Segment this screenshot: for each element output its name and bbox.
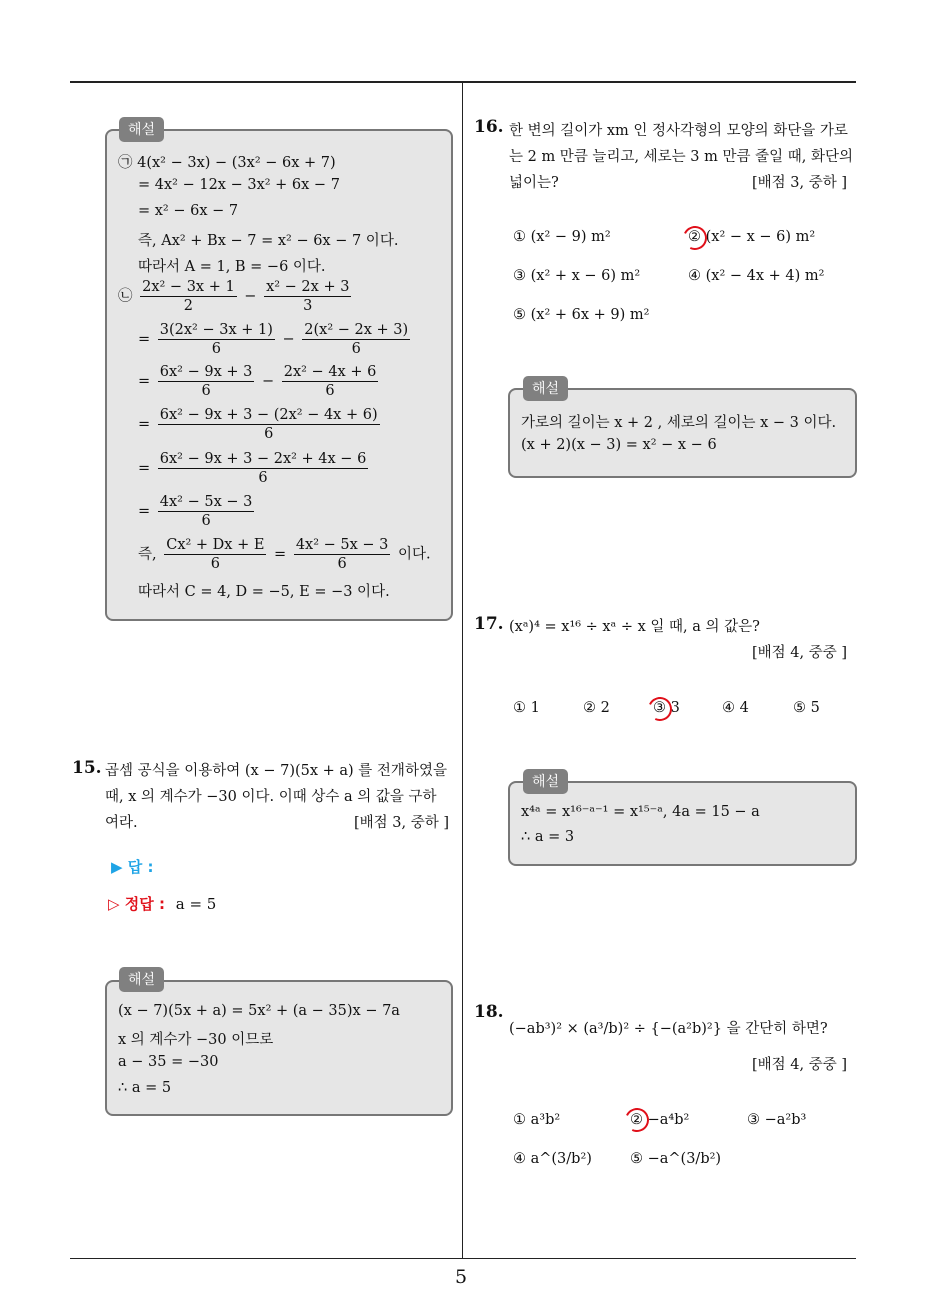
sol-line-fractions: = $\frac{\text{6x² − 9x + 3 − 2x² + 4x − 6}}{6}$: [138, 451, 367, 486]
sol-line-fractions: ㉡ $\frac{\text{2x² − 3x + 1}}{2}$ − $\frac{\text{x² − 2x + 3}}{3}$: [118, 279, 350, 314]
solution-tag: 해설: [523, 376, 568, 401]
sol-line-fractions: 즉, $\frac{\text{Cx² + Dx + E}}{6}$ = $\frac{\text{4x² − 5x − 3}}{6}$ 이다.: [138, 537, 431, 572]
question-number: 16.: [474, 117, 504, 137]
option-1[interactable]: ① (x² − 9) m²: [513, 229, 611, 245]
sol-line: 따라서 C = 4, D = −5, E = −3 이다.: [138, 584, 390, 600]
points-label: [배점 3, 중하 ]: [752, 175, 848, 191]
sol-line: (x − 7)(5x + a) = 5x² + (a − 35)x − 7a: [118, 1003, 400, 1019]
answer-mark-icon: [622, 1105, 653, 1136]
points-label: [배점 4, 중중 ]: [752, 1057, 848, 1073]
answer-label: ▶ 답 :: [111, 858, 154, 876]
solution-tag: 해설: [119, 117, 164, 142]
option-3[interactable]: ③ (x² + x − 6) m²: [513, 268, 641, 284]
answer-mark-icon: [645, 694, 676, 725]
option-4[interactable]: ④ a^(3/b²): [513, 1151, 592, 1167]
page-number: 5: [455, 1266, 468, 1288]
sol-line: 따라서 A = 1, B = −6 이다.: [138, 259, 326, 275]
question-text: 한 변의 길이가 xm 인 정사각형의 모양의 화단을 가로: [509, 123, 848, 139]
question-text: 넓이는?: [509, 175, 559, 191]
option-3[interactable]: ③ −a²b³: [747, 1112, 807, 1128]
sol-line: 즉, Ax² + Bx − 7 = x² − 6x − 7 이다.: [138, 233, 399, 249]
correct-value: a = 5: [175, 895, 217, 913]
option-1[interactable]: ① 1: [513, 700, 540, 716]
fraction: $\frac{\text{2x² − 4x + 6}}{6}$: [283, 364, 377, 399]
question-number: 17.: [474, 614, 504, 634]
solution-box-q16: [508, 388, 857, 478]
option-4[interactable]: ④ 4: [722, 700, 749, 716]
sol-line: a − 35 = −30: [118, 1054, 219, 1070]
sol-line: = x² − 6x − 7: [138, 203, 239, 219]
fraction: $\frac{\text{6x² − 9x + 3}}{6}$: [159, 364, 253, 399]
sol-line-fractions: = $\frac{\text{6x² − 9x + 3}}{6}$ − $\frac{\text{2x² − 4x + 6}}{6}$: [138, 364, 377, 399]
sol-line-fractions: = $\frac{\text{6x² − 9x + 3 − (2x² − 4x + 6)}}{6}$: [138, 407, 378, 442]
answer-mark-icon: [680, 223, 711, 254]
sol-line: (x + 2)(x − 3) = x² − x − 6: [521, 437, 717, 453]
option-2[interactable]: ② −a⁴b²: [630, 1112, 690, 1128]
question-text: 여라.: [105, 815, 138, 831]
option-1[interactable]: ① a³b²: [513, 1112, 561, 1128]
sol-line: x⁴ᵃ = x¹⁶⁻ᵃ⁻¹ = x¹⁵⁻ᵃ, 4a = 15 − a: [521, 804, 760, 820]
fraction: $\frac{\text{3(2x² − 3x + 1)}}{6}$: [159, 322, 273, 357]
sol-line: ∴ a = 5: [118, 1080, 172, 1096]
correct-label: ▷ 정답 :: [108, 895, 165, 913]
question-text: (xᵃ)⁴ = x¹⁶ ÷ xᵃ ÷ x 일 때, a 의 값은?: [509, 619, 760, 635]
sol-line: x 의 계수가 −30 이므로: [118, 1032, 274, 1048]
top-rule: [70, 81, 856, 83]
solution-tag: 해설: [119, 967, 164, 992]
question-text: 때, x 의 계수가 −30 이다. 이때 상수 a 의 값을 구하: [105, 789, 437, 805]
sol-line-fractions: = $\frac{\text{4x² − 5x − 3}}{6}$: [138, 494, 253, 529]
bottom-rule: [70, 1258, 856, 1259]
fraction: $\frac{\text{4x² − 5x − 3}}{6}$: [159, 494, 253, 529]
fraction: $\frac{\text{2(x² − 2x + 3)}}{6}$: [304, 322, 409, 357]
option-4[interactable]: ④ (x² − 4x + 4) m²: [688, 268, 825, 284]
column-divider: [462, 83, 463, 1259]
fraction: $\frac{\text{4x² − 5x − 3}}{6}$: [295, 537, 389, 572]
points-label: [배점 4, 중중 ]: [752, 645, 848, 661]
question-number: 18.: [474, 1002, 504, 1022]
option-2[interactable]: ② 2: [583, 700, 610, 716]
fraction: $\frac{\text{2x² − 3x + 1}}{2}$: [142, 279, 235, 314]
question-text: (−ab³)² × (a³/b)² ÷ {−(a²b)²} 을 간단히 하면?: [509, 1021, 828, 1037]
solution-tag: 해설: [523, 769, 568, 794]
points-label: [배점 3, 중하 ]: [354, 815, 450, 831]
option-5[interactable]: ⑤ (x² + 6x + 9) m²: [513, 307, 650, 323]
fraction: $\frac{\text{6x² − 9x + 3 − 2x² + 4x − 6}}{6}$: [159, 451, 367, 486]
option-2[interactable]: ② (x² − x − 6) m²: [688, 229, 816, 245]
sol-line: 가로의 길이는 x + 2 , 세로의 길이는 x − 3 이다.: [521, 415, 837, 431]
sol-line: = 4x² − 12x − 3x² + 6x − 7: [138, 177, 340, 193]
circle-label: ㉡: [118, 288, 133, 305]
fraction: $\frac{\text{Cx² + Dx + E}}{6}$: [166, 537, 265, 572]
question-number: 15.: [72, 758, 102, 778]
sol-line: ㉠ 4(x² − 3x) − (3x² − 6x + 7): [118, 155, 336, 171]
option-5[interactable]: ⑤ −a^(3/b²): [630, 1151, 722, 1167]
correct-answer: [108, 893, 216, 914]
sol-line: ∴ a = 3: [521, 829, 575, 845]
question-text: 곱셈 공식을 이용하여 (x − 7)(5x + a) 를 전개하였을: [105, 763, 447, 779]
option-3[interactable]: ③ 3: [653, 700, 680, 716]
sol-line-fractions: = $\frac{\text{3(2x² − 3x + 1)}}{6}$ − $\frac{\text{2(x² − 2x + 3)}}{6}$: [138, 322, 409, 357]
option-5[interactable]: ⑤ 5: [793, 700, 820, 716]
fraction: $\frac{\text{6x² − 9x + 3 − (2x² − 4x + 6)}}{6}$: [159, 407, 378, 442]
fraction: $\frac{\text{x² − 2x + 3}}{3}$: [266, 279, 350, 314]
question-text: 는 2 m 만큼 늘리고, 세로는 3 m 만큼 줄일 때, 화단의: [509, 149, 853, 165]
